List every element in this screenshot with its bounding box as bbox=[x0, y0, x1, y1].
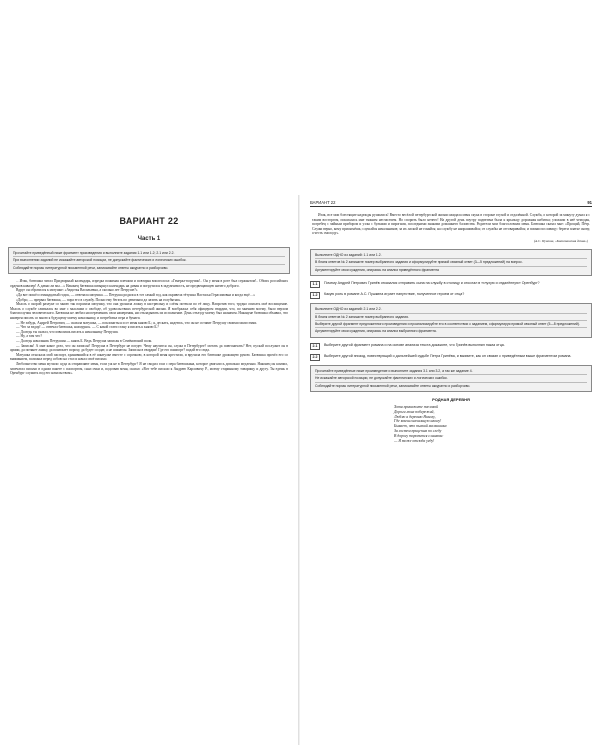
task-1-2 bbox=[310, 292, 592, 299]
poem-line: Дороги моих побережий, bbox=[394, 409, 435, 414]
instruction-line: Аргументируйте свои суждения, опираясь на анализ выбранного фрагмента. bbox=[315, 329, 437, 334]
task-number: 2.2 bbox=[310, 354, 320, 361]
instruction-line: Выполните ОДНО из заданий: 2.1 или 2.2. bbox=[315, 306, 587, 313]
paragraph: Мысль о скорой разлуке со мною так поразила матушку, что она уронила ложку в кастрюльку и слёзы потекли по её лицу. Напротив того, трудно описать моё восхищение. Мысль о службе сливалась во мне с мыслями о свободе, об удовольствиях петербургской жизни. Я воображал себя офицером гвардии, что, по мнению моему, было верхом благополучия человеческого. Батюшка не любил ни переменять свои намерения, ни откладывать их исполнение. День отъезду моему был назначен. Накануне батюшка объявил, что намерен писать со мною к будущему моему начальнику, и потребовал пера и бумаги. bbox=[10, 302, 288, 320]
task-text: Выберите другой эпизод, повествующий о дальнейшей судьбе Петра Гринёва, и выявите, как он связан с приведённым выше фрагментом романа. bbox=[324, 353, 572, 358]
instruction-line: Не искажайте авторской позиции, не допускайте фактических и логических ошибок. bbox=[315, 375, 587, 382]
instruction-line: Выберите другой фрагмент предложенного произведения и проанализируйте его в соответствии с заданием, сформулируя прямой связный ответ (5—8 предложений). bbox=[315, 321, 587, 328]
poem-line: За гостем прицепим по следу bbox=[394, 429, 442, 434]
poem-line: Люблю я деревню Николу, bbox=[394, 414, 436, 419]
poem-title: РОДНАЯ ДЕРЕВНЯ bbox=[432, 397, 470, 403]
task-2-instructions-box bbox=[310, 303, 592, 338]
instruction-line: Прочитайте приведённые ниже произведение и выполните задания 3.1 или 3.2, а так же задание 4. bbox=[315, 368, 587, 375]
instructions-box bbox=[8, 247, 290, 274]
left-page bbox=[6, 200, 292, 740]
instruction-line: Выполните ОДНО из заданий: 1.1 или 1.2. bbox=[315, 252, 587, 259]
source-citation: (А.С. Пушкин, «Капитанская дочка») bbox=[533, 238, 588, 243]
task-3-instructions-box bbox=[310, 365, 592, 392]
instruction-line: Прочитайте приведённый ниже фрагмент произведения и выполните задания 1.1 или 1.2; 2.1 или 2.2. bbox=[13, 250, 285, 257]
instruction-line: Аргументируйте свои суждения, опираясь на анализ приведённого фрагмента bbox=[315, 267, 439, 272]
task-number: 2.1 bbox=[310, 343, 320, 350]
task-text: Какую роль в романе А.С. Пушкина играет напутствие, полученное героем от отца? bbox=[324, 292, 465, 297]
variant-title: ВАРИАНТ 22 bbox=[119, 216, 179, 226]
instruction-line: Соблюдайте нормы литературной письменной речи, записывайте ответы аккуратно и разборчиво. bbox=[315, 383, 471, 388]
poem-line: В дорогу торопится слишком: bbox=[394, 433, 444, 438]
paragraph: — Записан! А мне какое дело, что он записан? Петруша в Петербург не поедет. Чему научится он, служа в Петербурге? мотать да повесничать? Нет, пускай послужит он в армии, да потянет лямку, да понюхает пороху, да будет солдат, а не шаматон. Записан в гвардии! Где его пашпорт? подай его сюда. bbox=[10, 343, 288, 353]
paragraph: Итак, все мои блестящие надежды рушились! Вместо весёлой петербургской жизни ожидала меня скука в стороне глухой и отдалённой. Служба, о которой за минуту думал я с таким восторгом, показалась мне тяжким несчастием. Но спорить было нечего! На другой день поутру подвезена была к крыльцу дорожная кибитка; уложили в неё чемодан, погребец с чайным прибором и узлы с булками и пирогами, последними знаками домашнего баловства. Родители мои благословили меня. Батюшка сказал мне: «Прощай, Пётр. Служи верно, кому присягнёшь; слушайся начальников; за их лаской не гоняйся; на службу не напрашивайся; от службы не отговаривайся; и помни пословицу: береги платье снову, а честь смолоду». bbox=[312, 213, 590, 236]
task-text: Почему Андрей Петрович Гринёв отказался отправить сына на службу в столицу и отослал в «глухую и отдалённую» Оренбург? bbox=[324, 281, 540, 286]
instruction-line: В бланк ответов № 2 запишите номер выбранного задания. bbox=[315, 314, 587, 321]
task-2-1 bbox=[310, 343, 592, 350]
poem bbox=[394, 405, 594, 443]
instruction-line: При выполнении заданий не искажайте авторской позиции, не допускайте фактических и логических ошибок. bbox=[13, 257, 285, 264]
paragraph: «Добро, — прервал батюшка, — пора его в службу. Полно ему бегать по девичьим да лазить на голубятни». bbox=[16, 297, 182, 302]
instruction-line: В бланк ответов № 2 запишите номер выбранного задания и сформулируйте прямой связный ответ (3—5 предложений) на вопрос. bbox=[315, 259, 587, 266]
running-header-title: ВАРИАНТ 22 bbox=[310, 200, 336, 205]
task-text: Выберите другой фрагмент романа и на основе анализа текста докажите, что Гринёв выполнил наказ отца. bbox=[324, 342, 505, 347]
paragraph: — Ну, а там что? bbox=[16, 334, 42, 339]
paragraph: Матушка отыскала мой паспорт, хранившийся в её шкатулке вместе с сорочкою, в которой меня крестили, и вручила его батюшке дрожащею рукою. Батюшка прочёл его со вниманием, положил перед собою на стол и начал своё письмо. bbox=[10, 352, 288, 362]
paragraph: — Да ведь ты сказал, что изволишь писать к начальнику Петруши. bbox=[16, 329, 119, 334]
poem-line: Бывает, что пылкий мальчишка bbox=[394, 424, 447, 429]
paragraph: Вдруг он обратился к матушке: «Авдотья Васильевна, а сколько лет Петруше?» bbox=[16, 288, 138, 293]
running-header bbox=[310, 200, 592, 207]
paragraph: — Не забудь, Андрей Петрович, — сказала матушка, — поклониться и от меня князю Б.; я, дескать, надеюсь, что он не оставит Петрушу своими милостями. bbox=[16, 320, 258, 325]
poem-line: — Я тоже отсюда уеду! bbox=[394, 438, 435, 443]
paragraph: Любопытство меня мучило: куда ж отправляют меня, если уж не в Петербург? Я не сводил глаз с пера батюшкина, которое двигалось довольно медленно. Наконец он кончил, запечатал письмо в одном пакете с паспортом, снял очки и, подозвав меня, сказал: «Вот тебе письмо к Андрею Карловичу Р., моему старинному товарищу и другу. Ты едешь в Оренбург служить под его начальством». bbox=[10, 361, 288, 376]
literary-excerpt bbox=[10, 279, 288, 375]
paragraph: …Итак, батюшка читал Придворный календарь, изредка пожимая плечами и повторяя вполголоса: «Генерал-поручик!.. Он у меня в роте был сержантом!.. Обоих российских орденов кавалер! А давно ли мы…» Наконец батюшка швырнул календарь на диван и погрузился в задумчивость, не предвещавшую ничего доброго. bbox=[10, 279, 288, 288]
task-number: 1.2 bbox=[310, 292, 320, 299]
task-1-instructions-box bbox=[310, 249, 592, 276]
page-number: 91 bbox=[587, 200, 592, 205]
right-page bbox=[308, 200, 594, 740]
task-2-2 bbox=[310, 354, 592, 361]
poem-line: Хотя прикажите пчеловой bbox=[394, 405, 439, 410]
poem-line: Где кончил начальную школу! bbox=[394, 419, 442, 424]
paragraph: «Да вот пошёл семнадцатый годок, — отвечала матушка. — Петруша родился в тот самый год, как окривела тётушка Настасья Герасимовна и когда ещё…» bbox=[16, 293, 256, 297]
part-title: Часть 1 bbox=[137, 236, 161, 242]
task-1-1 bbox=[310, 281, 592, 288]
book-gutter bbox=[298, 195, 300, 745]
paragraph: — Что за вздор! — отвечал батюшка, нахмурясь. — С какой стати стану я писать к князю Б.? bbox=[16, 325, 159, 330]
task-number: 1.1 bbox=[310, 281, 320, 288]
literary-excerpt-continued bbox=[312, 213, 590, 236]
instruction-line: Соблюдайте нормы литературной письменной речи, записывайте ответы аккуратно и разборчиво. bbox=[13, 265, 169, 270]
paragraph: — Да ведь начальник Петрушин — князь Б. Ведь Петруша записан в Семёновский полк. bbox=[16, 338, 153, 343]
